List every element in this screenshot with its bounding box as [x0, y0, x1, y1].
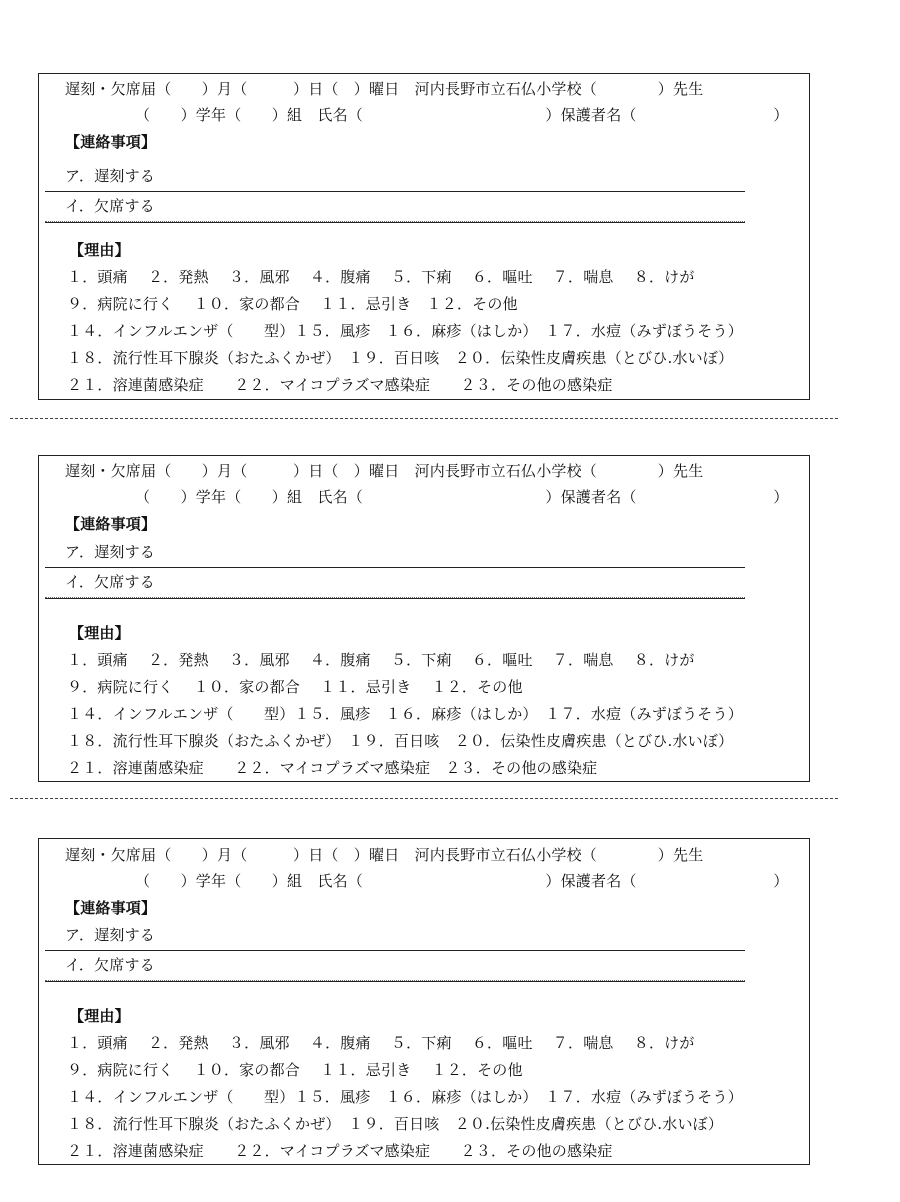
form-header: 遅刻・欠席届（ ）月（ ）日（ ）曜日 河内長野市立石仏小学校（ ）先生	[65, 80, 704, 98]
reason-line-3: １４．インフルエンザ（ 型）１５．風疹 １６．麻疹（はしか） １７．水痘（みずぼうそう）	[67, 1088, 743, 1106]
absence-form-2	[38, 455, 810, 782]
reason-line-1: １．頭痛 ２．発熱 ３．風邪 ４．腹痛 ５．下痢 ６．嘔吐 ７．喘息 ８．けが	[67, 268, 695, 286]
option-absent-line	[45, 222, 745, 223]
absence-form-3	[38, 838, 810, 1165]
cut-line-2	[10, 798, 838, 799]
contact-heading: 【連絡事項】	[65, 515, 157, 533]
option-absent-line	[45, 598, 745, 599]
option-late: ア．遅刻する	[65, 543, 156, 561]
absence-form-1	[38, 73, 810, 400]
reason-line-1: １．頭痛 ２．発熱 ３．風邪 ４．腹痛 ５．下痢 ６．嘔吐 ７．喘息 ８．けが	[67, 651, 695, 669]
option-absent: イ．欠席する	[65, 197, 155, 215]
reason-line-1: １．頭痛 ２．発熱 ３．風邪 ４．腹痛 ５．下痢 ６．嘔吐 ７．喘息 ８．けが	[67, 1034, 695, 1052]
reason-heading: 【理由】	[69, 241, 130, 259]
reason-line-4: １８．流行性耳下腺炎（おたふくかぜ） １９．百日咳 ２０.伝染性皮膚疾患（とびひ.水いぼ）	[67, 1115, 724, 1133]
reason-line-5: ２１．溶連菌感染症 ２２．マイコプラズマ感染症 ２３．その他の感染症	[67, 376, 613, 394]
option-late-line	[45, 191, 745, 192]
reason-line-3: １４．インフルエンザ（ 型）１５．風疹 １６．麻疹（はしか） １７．水痘（みずぼうそう）	[67, 705, 743, 723]
class-name-line: （ ）学年（ ）組 氏名（ ）保護者名（ ）	[135, 106, 789, 124]
cut-line-1	[10, 418, 838, 419]
option-late: ア．遅刻する	[65, 926, 156, 944]
contact-heading: 【連絡事項】	[65, 899, 157, 917]
reason-line-3: １４．インフルエンザ（ 型）１５．風疹 １６．麻疹（はしか） １７．水痘（みずぼうそう）	[67, 322, 743, 340]
form-header: 遅刻・欠席届（ ）月（ ）日（ ）曜日 河内長野市立石仏小学校（ ）先生	[65, 846, 704, 864]
class-name-line: （ ）学年（ ）組 氏名（ ）保護者名（ ）	[135, 872, 789, 890]
class-name-line: （ ）学年（ ）組 氏名（ ）保護者名（ ）	[135, 488, 789, 506]
reason-line-2: ９．病院に行く １０．家の都合 １１．忌引き １２．その他	[67, 1061, 523, 1079]
form-header: 遅刻・欠席届（ ）月（ ）日（ ）曜日 河内長野市立石仏小学校（ ）先生	[65, 462, 704, 480]
reason-line-5: ２１．溶連菌感染症 ２２．マイコプラズマ感染症 ２３．その他の感染症	[67, 759, 598, 777]
option-absent: イ．欠席する	[65, 956, 155, 974]
option-absent-line	[45, 981, 745, 982]
option-late-line	[45, 567, 745, 568]
option-late: ア．遅刻する	[65, 167, 156, 185]
reason-line-2: ９．病院に行く １０．家の都合 １１．忌引き １２．その他	[67, 678, 523, 696]
reason-heading: 【理由】	[69, 1007, 130, 1025]
reason-heading: 【理由】	[69, 624, 130, 642]
reason-line-4: １８．流行性耳下腺炎（おたふくかぜ） １９．百日咳 ２０．伝染性皮膚疾患（とびひ.水いぼ）	[67, 732, 734, 750]
contact-heading: 【連絡事項】	[65, 133, 157, 151]
reason-line-4: １８．流行性耳下腺炎（おたふくかぜ） １９．百日咳 ２０．伝染性皮膚疾患（とびひ.水いぼ）	[67, 349, 734, 367]
reason-line-5: ２１．溶連菌感染症 ２２．マイコプラズマ感染症 ２３．その他の感染症	[67, 1142, 613, 1160]
option-absent: イ．欠席する	[65, 573, 155, 591]
option-late-line	[45, 950, 745, 951]
reason-line-2: ９．病院に行く １０．家の都合 １１．忌引き １２．その他	[67, 295, 518, 313]
